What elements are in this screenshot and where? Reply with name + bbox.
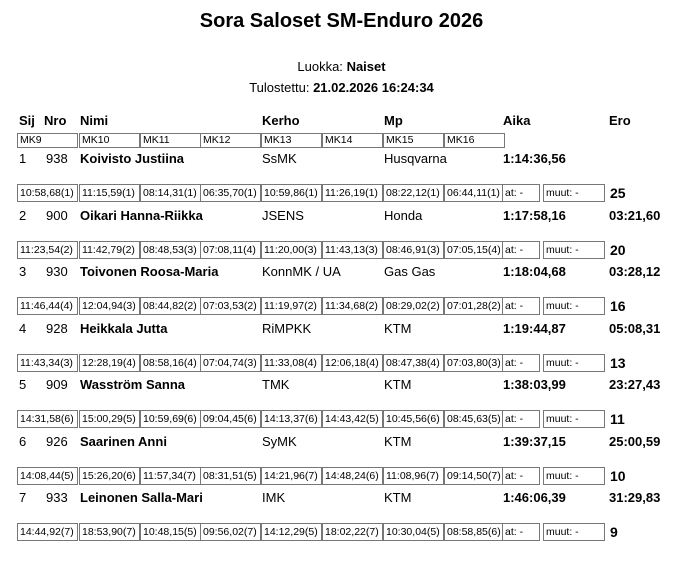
total-time: 1:14:36,56 xyxy=(503,151,566,166)
split-time-cell: 07:08,11(4) xyxy=(200,241,261,259)
split-time-cell: 14:08,44(5) xyxy=(17,467,78,485)
rank: 6 xyxy=(19,434,27,449)
time-difference: 25:00,59 xyxy=(609,434,661,449)
split-time-cell: 11:20,00(3) xyxy=(261,241,322,259)
rider-name: Heikkala Jutta xyxy=(80,321,168,336)
class-value: Naiset xyxy=(346,59,386,74)
rank: 5 xyxy=(19,377,27,392)
split-time-cell: 11:42,79(2) xyxy=(79,241,140,259)
split-time-cell: 08:44,82(2) xyxy=(140,297,201,315)
split-time-cell: 12:06,18(4) xyxy=(322,354,383,372)
total-time: 1:38:03,99 xyxy=(503,377,566,392)
points: 16 xyxy=(610,298,626,314)
rank: 1 xyxy=(19,151,27,166)
split-time-cell: 08:46,91(3) xyxy=(383,241,444,259)
bike-make: KTM xyxy=(384,434,412,449)
bib-number: 928 xyxy=(46,321,68,336)
rank: 2 xyxy=(19,208,27,223)
page-title: Sora Saloset SM-Enduro 2026 xyxy=(199,10,484,32)
split-time-cell: 08:22,12(1) xyxy=(383,184,444,202)
split-header: MK15 xyxy=(383,133,444,148)
split-time-cell: 14:43,42(5) xyxy=(322,410,383,428)
muut-cell: muut: - xyxy=(543,184,605,202)
split-time-cell: 09:04,45(6) xyxy=(200,410,261,428)
split-time-cell: 07:03,80(3) xyxy=(444,354,505,372)
muut-cell: muut: - xyxy=(543,297,605,315)
split-time-cell: 09:14,50(7) xyxy=(444,467,505,485)
rider-name: Oikari Hanna-Riikka xyxy=(80,208,203,223)
split-time-cell: 11:34,68(2) xyxy=(322,297,383,315)
split-time-cell: 08:47,38(4) xyxy=(383,354,444,372)
split-time-cell: 10:58,68(1) xyxy=(17,184,78,202)
bike-make: Gas Gas xyxy=(384,264,436,279)
split-time-cell: 14:21,96(7) xyxy=(261,467,322,485)
time-difference: 03:28,12 xyxy=(609,264,661,279)
split-time-cell: 10:30,04(5) xyxy=(383,523,444,541)
col-header-nro: Nro xyxy=(44,113,67,128)
split-time-cell: 11:15,59(1) xyxy=(79,184,140,202)
muut-cell: muut: - xyxy=(543,523,605,541)
split-time-cell: 10:59,86(1) xyxy=(261,184,322,202)
split-time-cell: 18:02,22(7) xyxy=(322,523,383,541)
bike-make: KTM xyxy=(384,377,412,392)
bib-number: 909 xyxy=(46,377,68,392)
at-cell: at: - xyxy=(502,184,540,202)
split-time-cell: 09:56,02(7) xyxy=(200,523,261,541)
split-time-cell: 14:12,29(5) xyxy=(261,523,322,541)
split-time-cell: 08:14,31(1) xyxy=(140,184,201,202)
printed-label: Tulostettu: xyxy=(249,80,310,95)
bike-make: KTM xyxy=(384,490,412,505)
rider-name: Wasström Sanna xyxy=(80,377,185,392)
points: 25 xyxy=(610,185,626,201)
total-time: 1:39:37,15 xyxy=(503,434,566,449)
split-time-cell: 15:00,29(5) xyxy=(79,410,140,428)
col-header-ero: Ero xyxy=(609,113,631,128)
col-header-kerho: Kerho xyxy=(262,113,300,128)
split-time-cell: 14:48,24(6) xyxy=(322,467,383,485)
club: IMK xyxy=(262,490,286,505)
split-time-cell: 08:45,63(5) xyxy=(444,410,505,428)
split-header: MK10 xyxy=(79,133,140,148)
split-time-cell: 11:23,54(2) xyxy=(17,241,78,259)
total-time: 1:19:44,87 xyxy=(503,321,566,336)
split-time-cell: 08:29,02(2) xyxy=(383,297,444,315)
split-time-cell: 14:13,37(6) xyxy=(261,410,322,428)
split-time-cell: 07:05,15(4) xyxy=(444,241,505,259)
split-time-cell: 07:03,53(2) xyxy=(200,297,261,315)
muut-cell: muut: - xyxy=(543,241,605,259)
muut-cell: muut: - xyxy=(543,410,605,428)
at-cell: at: - xyxy=(502,410,540,428)
split-time-cell: 12:04,94(3) xyxy=(79,297,140,315)
total-time: 1:17:58,16 xyxy=(503,208,566,223)
rank: 7 xyxy=(19,490,27,505)
split-time-cell: 11:43,13(3) xyxy=(322,241,383,259)
rank: 4 xyxy=(19,321,27,336)
split-time-cell: 14:44,92(7) xyxy=(17,523,78,541)
split-time-cell: 12:28,19(4) xyxy=(79,354,140,372)
class-label: Luokka: xyxy=(297,59,343,74)
bib-number: 930 xyxy=(46,264,68,279)
points: 9 xyxy=(610,524,618,540)
split-header: MK13 xyxy=(261,133,322,148)
col-header-nimi: Nimi xyxy=(80,113,109,128)
points: 11 xyxy=(610,411,625,427)
bike-make: Husqvarna xyxy=(384,151,447,166)
split-time-cell: 11:26,19(1) xyxy=(322,184,383,202)
rider-name: Leinonen Salla-Mari xyxy=(80,490,203,505)
split-time-cell: 10:45,56(6) xyxy=(383,410,444,428)
split-time-cell: 15:26,20(6) xyxy=(79,467,140,485)
bike-make: Honda xyxy=(384,208,423,223)
at-cell: at: - xyxy=(502,467,540,485)
split-header: MK12 xyxy=(200,133,261,148)
bib-number: 938 xyxy=(46,151,68,166)
split-header: MK9 xyxy=(17,133,78,148)
at-cell: at: - xyxy=(502,241,540,259)
split-time-cell: 11:19,97(2) xyxy=(261,297,322,315)
time-difference: 31:29,83 xyxy=(609,490,661,505)
split-time-cell: 07:04,74(3) xyxy=(200,354,261,372)
points: 13 xyxy=(610,355,626,371)
club: SyMK xyxy=(262,434,297,449)
split-time-cell: 11:08,96(7) xyxy=(383,467,444,485)
club: TMK xyxy=(262,377,290,392)
split-time-cell: 06:35,70(1) xyxy=(200,184,261,202)
class-line xyxy=(0,59,683,74)
split-time-cell: 08:58,16(4) xyxy=(140,354,201,372)
time-difference: 23:27,43 xyxy=(609,377,661,392)
at-cell: at: - xyxy=(502,297,540,315)
split-time-cell: 08:48,53(3) xyxy=(140,241,201,259)
at-cell: at: - xyxy=(502,354,540,372)
bib-number: 900 xyxy=(46,208,68,223)
printed-value: 21.02.2026 16:24:34 xyxy=(313,80,434,95)
club: KonnMK / UA xyxy=(262,264,341,279)
split-time-cell: 11:46,44(4) xyxy=(17,297,78,315)
split-time-cell: 11:33,08(4) xyxy=(261,354,322,372)
printed-line xyxy=(0,80,683,95)
rider-name: Koivisto Justiina xyxy=(80,151,185,166)
club: RiMPKK xyxy=(262,321,312,336)
split-time-cell: 06:44,11(1) xyxy=(444,184,505,202)
split-time-cell: 14:31,58(6) xyxy=(17,410,78,428)
total-time: 1:18:04,68 xyxy=(503,264,566,279)
split-header: MK11 xyxy=(140,133,201,148)
col-header-mp: Mp xyxy=(384,113,403,128)
rider-name: Toivonen Roosa-Maria xyxy=(80,264,219,279)
muut-cell: muut: - xyxy=(543,467,605,485)
split-header: MK16 xyxy=(444,133,505,148)
bib-number: 933 xyxy=(46,490,68,505)
split-time-cell: 10:48,15(5) xyxy=(140,523,201,541)
points: 20 xyxy=(610,242,626,258)
time-difference: 03:21,60 xyxy=(609,208,661,223)
split-time-cell: 08:31,51(5) xyxy=(200,467,261,485)
split-time-cell: 11:43,34(3) xyxy=(17,354,78,372)
time-difference: 05:08,31 xyxy=(609,321,661,336)
bib-number: 926 xyxy=(46,434,68,449)
rank: 3 xyxy=(19,264,27,279)
split-time-cell: 10:59,69(6) xyxy=(140,410,201,428)
points: 10 xyxy=(610,468,626,484)
rider-name: Saarinen Anni xyxy=(80,434,167,449)
split-time-cell: 08:58,85(6) xyxy=(444,523,505,541)
bike-make: KTM xyxy=(384,321,412,336)
split-time-cell: 11:57,34(7) xyxy=(140,467,201,485)
muut-cell: muut: - xyxy=(543,354,605,372)
col-header-sij: Sij xyxy=(19,113,35,128)
split-time-cell: 18:53,90(7) xyxy=(79,523,140,541)
col-header-aika: Aika xyxy=(503,113,531,128)
club: JSENS xyxy=(262,208,304,223)
split-time-cell: 07:01,28(2) xyxy=(444,297,505,315)
split-header: MK14 xyxy=(322,133,383,148)
total-time: 1:46:06,39 xyxy=(503,490,566,505)
at-cell: at: - xyxy=(502,523,540,541)
club: SsMK xyxy=(262,151,297,166)
